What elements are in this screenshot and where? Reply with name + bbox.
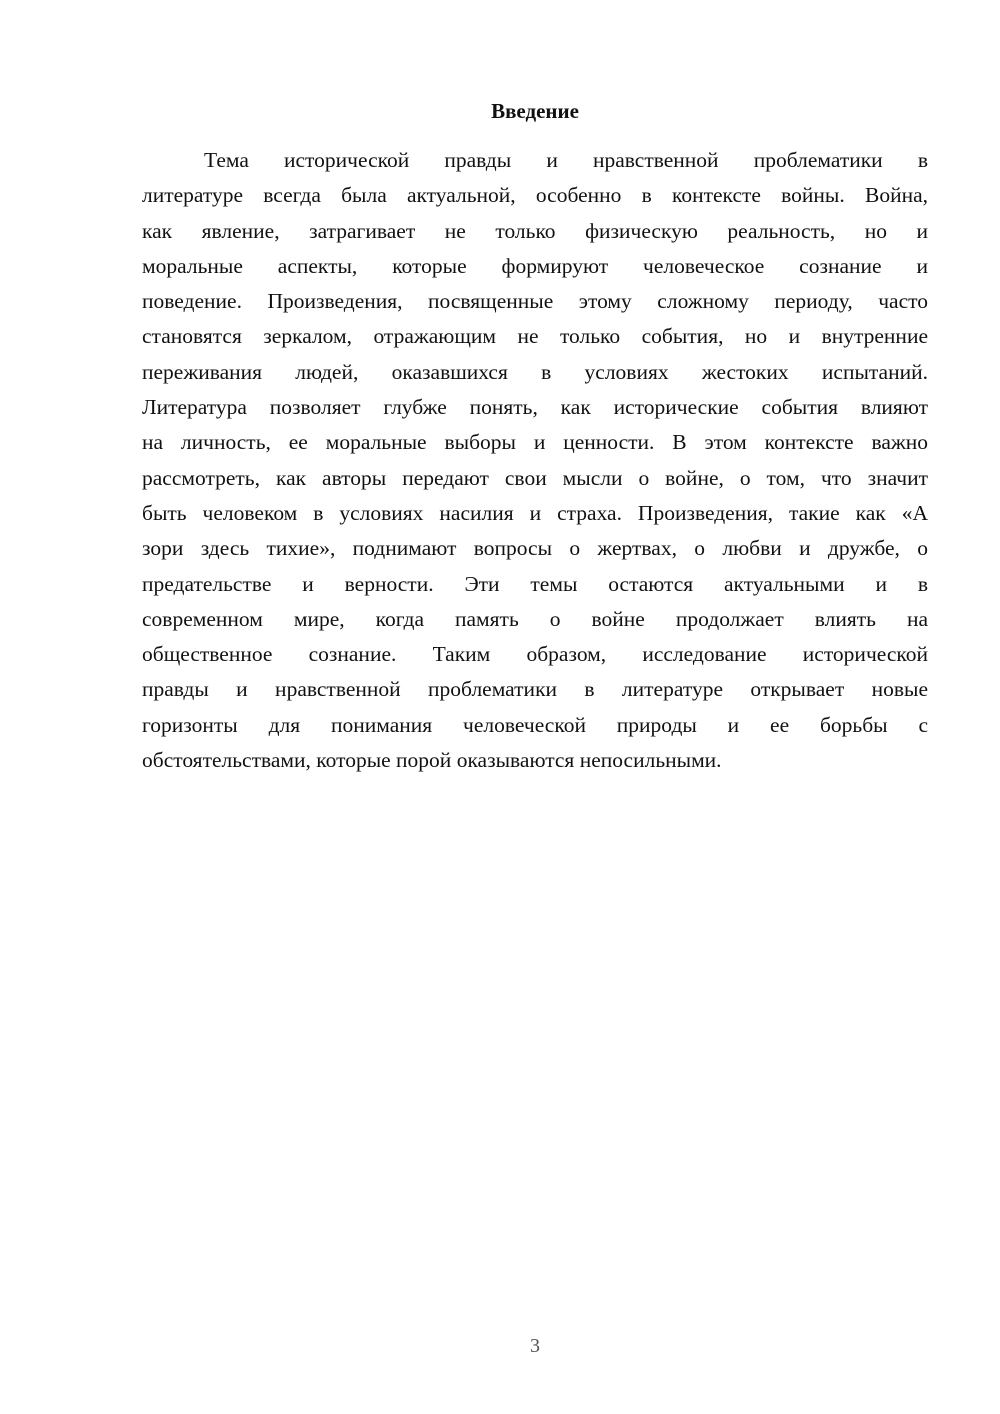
paragraph-line: горизонты для понимания человеческой природы и ее борьбы с bbox=[142, 712, 928, 737]
paragraph-line: общественное сознание. Таким образом, исследование исторической bbox=[142, 642, 928, 667]
paragraph-line: литературе всегда была актуальной, особенно в контексте войны. Война, bbox=[142, 183, 928, 208]
paragraph-line: современном мире, когда память о войне продолжает влиять на bbox=[142, 606, 928, 631]
paragraph-line: обстоятельствами, которые порой оказываются непосильными. bbox=[142, 748, 722, 773]
paragraph-line: зори здесь тихие», поднимают вопросы о жертвах, о любви и дружбе, о bbox=[142, 536, 928, 561]
paragraph-line: Литература позволяет глубже понять, как исторические события влияют bbox=[142, 395, 928, 420]
page-number: 3 bbox=[530, 1335, 540, 1357]
paragraph-line: как явление, затрагивает не только физическую реальность, но и bbox=[142, 218, 928, 243]
paragraph-line: становятся зеркалом, отражающим не только события, но и внутренние bbox=[142, 324, 928, 349]
paragraph-line: на личность, ее моральные выборы и ценности. В этом контексте важно bbox=[142, 430, 928, 455]
paragraph-line: рассмотреть, как авторы передают свои мысли о войне, о том, что значит bbox=[142, 465, 928, 490]
body-paragraph bbox=[142, 143, 928, 778]
section-heading: Введение bbox=[491, 99, 579, 123]
paragraph-line: правды и нравственной проблематики в литературе открывает новые bbox=[142, 677, 928, 702]
paragraph-line: предательстве и верности. Эти темы остаются актуальными и в bbox=[142, 571, 928, 596]
paragraph-line: переживания людей, оказавшихся в условиях жестоких испытаний. bbox=[142, 359, 928, 384]
paragraph-line: поведение. Произведения, посвященные этому сложному периоду, часто bbox=[142, 289, 928, 314]
paragraph-line: быть человеком в условиях насилия и страха. Произведения, такие как «А bbox=[142, 500, 928, 525]
paragraph-line: Тема исторической правды и нравственной проблематики в bbox=[204, 148, 928, 172]
paragraph-line: моральные аспекты, которые формируют человеческое сознание и bbox=[142, 253, 928, 278]
